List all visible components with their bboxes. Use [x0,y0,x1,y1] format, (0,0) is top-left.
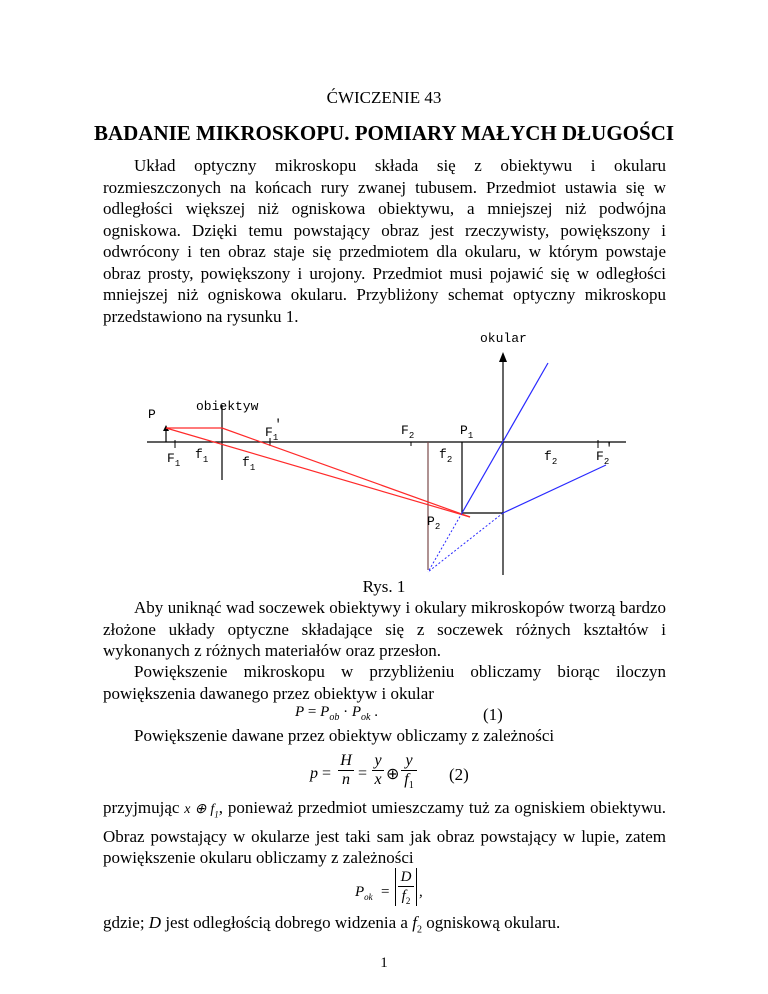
label-obiektyw: obiektyw [196,399,259,414]
label-F1prime: $F_1'$ [265,417,283,443]
label-F1: $F_1$ [167,451,181,469]
paragraph-assumption [103,797,666,869]
page-number: 1 [380,955,388,971]
label-okular: okular [480,331,527,346]
blue-ray-focal [503,465,606,513]
blue-ray-center [462,363,548,513]
eyepiece-arrow [499,352,507,362]
paragraph-lens-defects [103,597,666,662]
label-f1a: $f_1$ [195,447,209,465]
label-f2b: $f_2$ [544,449,558,467]
paragraph-definitions: gdzie; D jest odległością dobrego widzenia a $f_2$ ogniskową okularu. [103,913,561,936]
page-title: BADANIE MIKROSKOPU. POMIARY MAŁYCH DŁUGOŚCI [93,121,675,145]
para3-text: Powiększenie mikroskopu w przybliżeniu obliczamy biorąc iloczyn powiększenia dawanego przez obiektyw i okular [103,662,666,703]
label-P1: $P_1$ [460,423,474,441]
label-f2a: $f_2$ [439,447,453,465]
intro-text: Układ optyczny mikroskopu składa się z obiektywu i okularu rozmieszczonych na końcach rury zwanej tubusem. Przedmiot ustawia się w odległości większej niż ogniskowa obiektywu, a mniejszej niż podwójna ogniskowa. Dzięki temu powstający obraz jest rzeczywisty, powiększony i odwrócony i ten obraz staje się przedmiotem dla okularu, w którym powstaje obraz prosty, powiększony i urojony. Przedmiot musi pojawić się w odległości mniejszej niż ogniskowa okularu. Przybliżony schemat optyczny mikroskopu przedstawiono na rysunku 1. [103,156,666,326]
paragraph-magnification [103,661,666,704]
label-F2prime: $F_2'$ [596,441,614,467]
equation-2-number: (2) [449,765,469,784]
exercise-number: ĆWICZENIE 43 [326,88,442,107]
label-F2: $F_2$ [401,423,415,441]
label-P: P [148,407,156,422]
red-ray-refracted [222,428,470,517]
equation-1-number: (1) [483,705,503,724]
equation-1: $P = P_{ob} \cdot P_{ok}$ . [295,704,378,723]
para2-text: Aby uniknąć wad soczewek obiektywy i okulary mikroskopów tworzą bardzo złożone układy optyczne składające się z soczewek różnych kształtów i wykonanych z różnych materiałów oraz przesłon. [103,598,666,660]
para5-text: przyjmując x ⊕ $f_1$, ponieważ przedmiot umieszczamy tuż za ogniskiem obiektywu. Obraz powstający w okularze jest taki sam jak obraz powstający w lupie, zatem powiększenie okularu obliczamy z zależności [103,798,667,868]
para4-text: Powiększenie dawane przez obiektyw obliczamy z zależności [134,726,555,745]
figure-caption: Rys. 1 [362,577,406,596]
label-f1b: $f_1$ [242,455,256,473]
red-ray-center [166,428,470,517]
paragraph-objective [103,725,666,747]
label-P2: $P_2$ [427,514,441,532]
